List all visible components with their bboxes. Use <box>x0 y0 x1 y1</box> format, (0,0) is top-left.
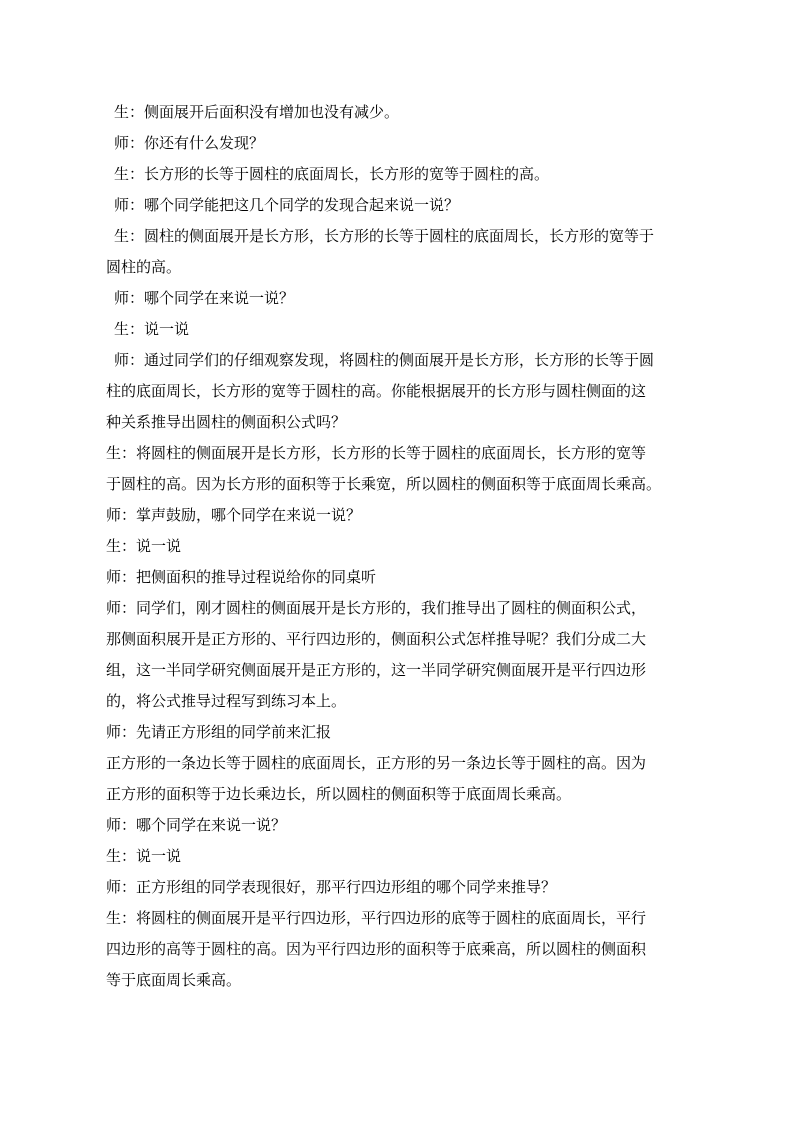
text-line: 师：哪个同学在来说一说？ <box>106 816 287 834</box>
text-line: 生：侧面展开后面积没有增加也没有减少。 <box>114 103 400 121</box>
text-line: 生：圆柱的侧面展开是长方形，长方形的长等于圆柱的底面周长，长方形的宽等于 <box>114 227 655 245</box>
text-line: 师：同学们，刚才圆柱的侧面展开是长方形的，我们推导出了圆柱的侧面积公式， <box>106 599 647 617</box>
document-body <box>106 97 694 996</box>
text-line: 师：把侧面积的推导过程说给你的同桌听 <box>106 568 377 586</box>
text-line: 的，将公式推导过程写到练习本上。 <box>106 692 347 710</box>
text-line: 生：将圆柱的侧面展开是长方形，长方形的长等于圆柱的底面周长，长方形的宽等 <box>106 444 647 462</box>
text-line: 生：长方形的长等于圆柱的底面周长，长方形的宽等于圆柱的高。 <box>114 165 550 183</box>
text-line: 师：哪个同学能把这几个同学的发现合起来说一说？ <box>114 196 460 214</box>
text-line: 师：先请正方形组的同学前来汇报 <box>106 723 332 741</box>
text-line: 那侧面积展开是正方形的、平行四边形的，侧面积公式怎样推导呢？我们分成二大 <box>106 630 647 648</box>
text-line: 于圆柱的高。因为长方形的面积等于长乘宽，所以圆柱的侧面积等于底面周长乘高。 <box>106 475 662 493</box>
text-line: 正方形的一条边长等于圆柱的底面周长，正方形的另一条边长等于圆柱的高。因为 <box>106 754 647 772</box>
text-line: 师：哪个同学在来说一说？ <box>114 289 295 307</box>
text-line: 生：说一说 <box>114 320 190 338</box>
text-line: 生：说一说 <box>106 847 182 865</box>
text-line: 四边形的高等于圆柱的高。因为平行四边形的面积等于底乘高，所以圆柱的侧面积 <box>106 940 647 958</box>
text-line: 生：将圆柱的侧面展开是平行四边形，平行四边形的底等于圆柱的底面周长，平行 <box>106 909 647 927</box>
text-line: 生：说一说 <box>106 537 182 555</box>
text-line: 圆柱的高。 <box>106 258 182 276</box>
text-line: 等于底面周长乘高。 <box>106 971 242 989</box>
text-line: 师：通过同学们的仔细观察发现，将圆柱的侧面展开是长方形，长方形的长等于圆 <box>114 351 655 369</box>
text-line: 柱的底面周长，长方形的宽等于圆柱的高。你能根据展开的长方形与圆柱侧面的这 <box>106 382 647 400</box>
text-line: 师：掌声鼓励，哪个同学在来说一说？ <box>106 506 362 524</box>
text-line: 种关系推导出圆柱的侧面积公式吗？ <box>106 413 347 431</box>
text-line: 师：你还有什么发现？ <box>114 134 265 152</box>
text-line: 组，这一半同学研究侧面展开是正方形的，这一半同学研究侧面展开是平行四边形 <box>106 661 647 679</box>
text-line: 师：正方形组的同学表现很好，那平行四边形组的哪个同学来推导？ <box>106 878 557 896</box>
text-line: 正方形的面积等于边长乘边长，所以圆柱的侧面积等于底面周长乘高。 <box>106 785 572 803</box>
